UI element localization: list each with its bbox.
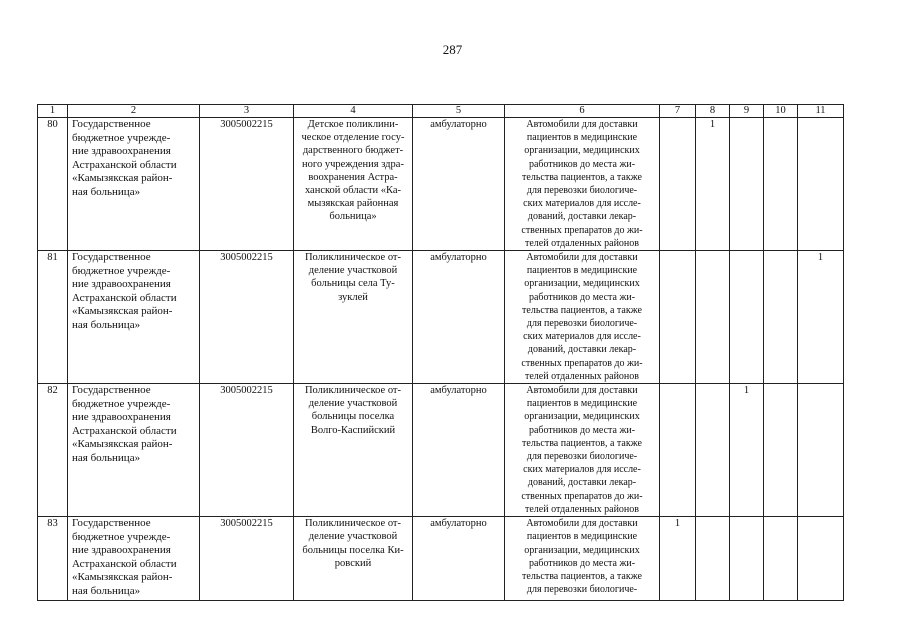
care-type: амбулаторно	[413, 384, 505, 517]
table-row	[38, 517, 844, 601]
subdivision-name: Поликлиническое от- деление участковой больницы поселка Волго-Каспийский	[294, 384, 413, 517]
count-col-11	[798, 384, 844, 517]
page-number: 287	[442, 42, 463, 57]
table-row	[38, 251, 844, 384]
transport-table-container	[37, 104, 843, 601]
vehicle-purpose: Автомобили для доставки пациентов в медицинские организации, медицинских работников до места жи- тельства пациентов, а также для перевозки биологиче-	[505, 517, 660, 601]
count-col-8	[696, 251, 730, 384]
count-col-10	[764, 118, 798, 251]
organization-name: Государственное бюджетное учрежде- ние здравоохранения Астраханской области «Камызякская район- ная больница»	[68, 517, 200, 601]
column-number: 9	[730, 105, 764, 118]
subdivision-name: Поликлиническое от- деление участковой больницы села Ту- зуклей	[294, 251, 413, 384]
count-col-9	[730, 118, 764, 251]
count-col-7	[660, 384, 696, 517]
care-type: амбулаторно	[413, 517, 505, 601]
count-col-10	[764, 517, 798, 601]
count-col-11	[798, 118, 844, 251]
column-number: 1	[38, 105, 68, 118]
vehicle-purpose: Автомобили для доставки пациентов в медицинские организации, медицинских работников до места жи- тельства пациентов, а также для перевозки биологиче- ских материалов для иссле- дований, доставки лекар- ственных препаратов до жи- телей отдаленных районов	[505, 118, 660, 251]
row-number: 82	[38, 384, 68, 517]
row-number: 80	[38, 118, 68, 251]
table-row	[38, 118, 844, 251]
care-type: амбулаторно	[413, 251, 505, 384]
column-number: 7	[660, 105, 696, 118]
transport-table	[37, 104, 844, 601]
count-col-9	[730, 251, 764, 384]
count-col-7	[660, 251, 696, 384]
column-number: 11	[798, 105, 844, 118]
count-col-9	[730, 517, 764, 601]
column-number: 5	[413, 105, 505, 118]
count-col-10	[764, 251, 798, 384]
inn-code: 3005002215	[200, 118, 294, 251]
count-col-7: 1	[660, 517, 696, 601]
inn-code: 3005002215	[200, 251, 294, 384]
count-col-11: 1	[798, 251, 844, 384]
count-col-10	[764, 384, 798, 517]
count-col-11	[798, 517, 844, 601]
inn-code: 3005002215	[200, 517, 294, 601]
count-col-8	[696, 384, 730, 517]
count-col-9: 1	[730, 384, 764, 517]
count-col-8	[696, 517, 730, 601]
inn-code: 3005002215	[200, 384, 294, 517]
subdivision-name: Детское поликлини- ческое отделение госу- дарственного бюджет- ного учреждения здра- воохранения Астра- ханской области «Ка- мызякская районная больница»	[294, 118, 413, 251]
organization-name: Государственное бюджетное учрежде- ние здравоохранения Астраханской области «Камызякская район- ная больница»	[68, 251, 200, 384]
row-number: 83	[38, 517, 68, 601]
subdivision-name: Поликлиническое от- деление участковой больницы поселка Ки- ровский	[294, 517, 413, 601]
organization-name: Государственное бюджетное учрежде- ние здравоохранения Астраханской области «Камызякская район- ная больница»	[68, 384, 200, 517]
column-number-row	[38, 105, 844, 118]
row-number: 81	[38, 251, 68, 384]
count-col-8: 1	[696, 118, 730, 251]
organization-name: Государственное бюджетное учрежде- ние здравоохранения Астраханской области «Камызякская район- ная больница»	[68, 118, 200, 251]
column-number: 8	[696, 105, 730, 118]
column-number: 2	[68, 105, 200, 118]
table-row	[38, 384, 844, 517]
vehicle-purpose: Автомобили для доставки пациентов в медицинские организации, медицинских работников до места жи- тельства пациентов, а также для перевозки биологиче- ских материалов для иссле- дований, доставки лекар- ственных препаратов до жи- телей отдаленных районов	[505, 251, 660, 384]
column-number: 6	[505, 105, 660, 118]
column-number: 3	[200, 105, 294, 118]
care-type: амбулаторно	[413, 118, 505, 251]
count-col-7	[660, 118, 696, 251]
vehicle-purpose: Автомобили для доставки пациентов в медицинские организации, медицинских работников до места жи- тельства пациентов, а также для перевозки биологиче- ских материалов для иссле- дований, доставки лекар- ственных препаратов до жи- телей отдаленных районов	[505, 384, 660, 517]
column-number: 4	[294, 105, 413, 118]
column-number: 10	[764, 105, 798, 118]
